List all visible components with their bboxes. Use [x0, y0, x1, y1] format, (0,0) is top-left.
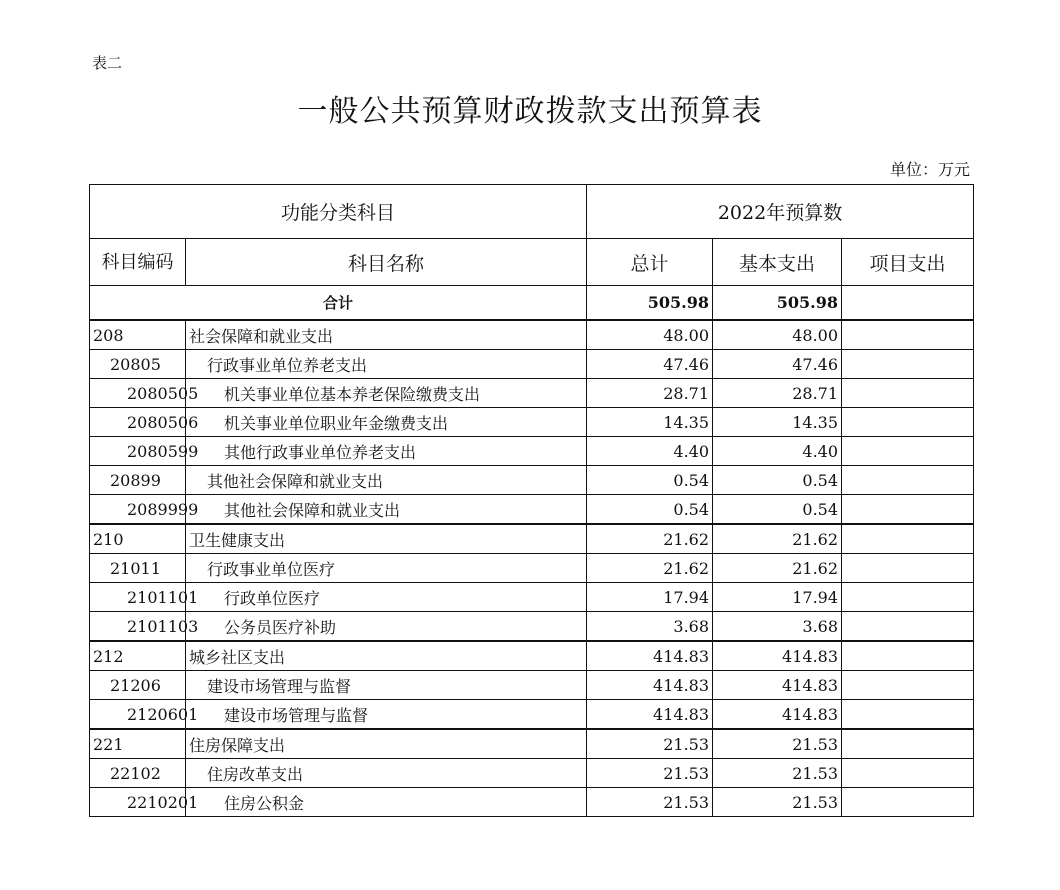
total-total: 505.98 [587, 286, 713, 321]
row-name: 其他社会保障和就业支出 [186, 466, 587, 495]
row-name: 住房保障支出 [186, 729, 587, 759]
header-project: 项目支出 [842, 239, 974, 286]
row-code: 208 [90, 320, 186, 350]
row-project [842, 350, 974, 379]
table-row [90, 554, 974, 583]
row-basic: 414.83 [713, 641, 842, 671]
row-basic: 3.68 [713, 612, 842, 642]
total-label: 合计 [90, 286, 587, 321]
row-code: 2089999 [90, 495, 186, 525]
row-code: 2080506 [90, 408, 186, 437]
header-budget-2022: 2022年预算数 [587, 185, 974, 239]
row-name: 机关事业单位职业年金缴费支出 [186, 408, 587, 437]
row-basic: 21.62 [713, 524, 842, 554]
total-row [90, 286, 974, 321]
header-function-classification: 功能分类科目 [90, 185, 587, 239]
row-project [842, 583, 974, 612]
header-name: 科目名称 [186, 239, 587, 286]
row-total: 21.53 [587, 788, 713, 817]
table-row [90, 641, 974, 671]
row-code: 2080505 [90, 379, 186, 408]
header-basic: 基本支出 [713, 239, 842, 286]
budget-table [89, 184, 974, 817]
row-project [842, 408, 974, 437]
row-basic: 48.00 [713, 320, 842, 350]
row-basic: 28.71 [713, 379, 842, 408]
row-name: 其他行政事业单位养老支出 [186, 437, 587, 466]
table-row [90, 350, 974, 379]
header-row-group [90, 185, 974, 239]
row-basic: 0.54 [713, 495, 842, 525]
table-row [90, 437, 974, 466]
row-project [842, 729, 974, 759]
row-project [842, 554, 974, 583]
row-code: 2101101 [90, 583, 186, 612]
row-project [842, 437, 974, 466]
row-total: 14.35 [587, 408, 713, 437]
row-total: 3.68 [587, 612, 713, 642]
row-total: 21.53 [587, 759, 713, 788]
row-code: 212 [90, 641, 186, 671]
row-basic: 21.53 [713, 788, 842, 817]
row-code: 20899 [90, 466, 186, 495]
row-project [842, 759, 974, 788]
total-project [842, 286, 974, 321]
table-row [90, 612, 974, 642]
row-code: 2080599 [90, 437, 186, 466]
row-total: 414.83 [587, 671, 713, 700]
row-code: 2120601 [90, 700, 186, 730]
table-row [90, 671, 974, 700]
row-name: 行政事业单位医疗 [186, 554, 587, 583]
row-code: 20805 [90, 350, 186, 379]
table-row [90, 759, 974, 788]
row-project [842, 671, 974, 700]
row-name: 行政单位医疗 [186, 583, 587, 612]
unit-label: 单位：万元 [889, 160, 970, 179]
row-code: 210 [90, 524, 186, 554]
row-basic: 21.62 [713, 554, 842, 583]
row-project [842, 700, 974, 730]
row-total: 21.62 [587, 554, 713, 583]
row-name: 城乡社区支出 [186, 641, 587, 671]
row-code: 22102 [90, 759, 186, 788]
table-row [90, 524, 974, 554]
row-name: 机关事业单位基本养老保险缴费支出 [186, 379, 587, 408]
row-total: 21.53 [587, 729, 713, 759]
row-basic: 21.53 [713, 759, 842, 788]
table-label: 表二 [92, 54, 123, 72]
row-project [842, 788, 974, 817]
row-project [842, 466, 974, 495]
row-project [842, 495, 974, 525]
row-total: 28.71 [587, 379, 713, 408]
header-row-columns [90, 239, 974, 286]
table-row [90, 379, 974, 408]
row-project [842, 612, 974, 642]
row-name: 公务员医疗补助 [186, 612, 587, 642]
row-code: 221 [90, 729, 186, 759]
row-project [842, 320, 974, 350]
row-basic: 4.40 [713, 437, 842, 466]
row-code: 21011 [90, 554, 186, 583]
row-name: 卫生健康支出 [186, 524, 587, 554]
table-row [90, 466, 974, 495]
table-row [90, 700, 974, 730]
table-row [90, 788, 974, 817]
row-name: 建设市场管理与监督 [186, 700, 587, 730]
row-basic: 14.35 [713, 408, 842, 437]
row-name: 社会保障和就业支出 [186, 320, 587, 350]
row-basic: 414.83 [713, 700, 842, 730]
row-basic: 47.46 [713, 350, 842, 379]
row-total: 414.83 [587, 641, 713, 671]
row-code: 2101103 [90, 612, 186, 642]
row-total: 0.54 [587, 466, 713, 495]
row-code: 2210201 [90, 788, 186, 817]
row-total: 48.00 [587, 320, 713, 350]
row-total: 47.46 [587, 350, 713, 379]
row-name: 住房公积金 [186, 788, 587, 817]
row-project [842, 641, 974, 671]
row-name: 其他社会保障和就业支出 [186, 495, 587, 525]
total-basic: 505.98 [713, 286, 842, 321]
header-total: 总计 [587, 239, 713, 286]
row-total: 21.62 [587, 524, 713, 554]
row-name: 住房改革支出 [186, 759, 587, 788]
row-name: 建设市场管理与监督 [186, 671, 587, 700]
row-total: 17.94 [587, 583, 713, 612]
table-row [90, 495, 974, 525]
row-total: 0.54 [587, 495, 713, 525]
row-code: 21206 [90, 671, 186, 700]
table-row [90, 320, 974, 350]
row-project [842, 379, 974, 408]
row-basic: 414.83 [713, 671, 842, 700]
table-row [90, 583, 974, 612]
header-code: 科目编码 [90, 239, 186, 286]
row-basic: 21.53 [713, 729, 842, 759]
row-basic: 17.94 [713, 583, 842, 612]
table-row [90, 729, 974, 759]
row-total: 4.40 [587, 437, 713, 466]
page-title: 一般公共预算财政拨款支出预算表 [297, 94, 763, 129]
row-total: 414.83 [587, 700, 713, 730]
row-basic: 0.54 [713, 466, 842, 495]
table-row [90, 408, 974, 437]
row-project [842, 524, 974, 554]
row-name: 行政事业单位养老支出 [186, 350, 587, 379]
